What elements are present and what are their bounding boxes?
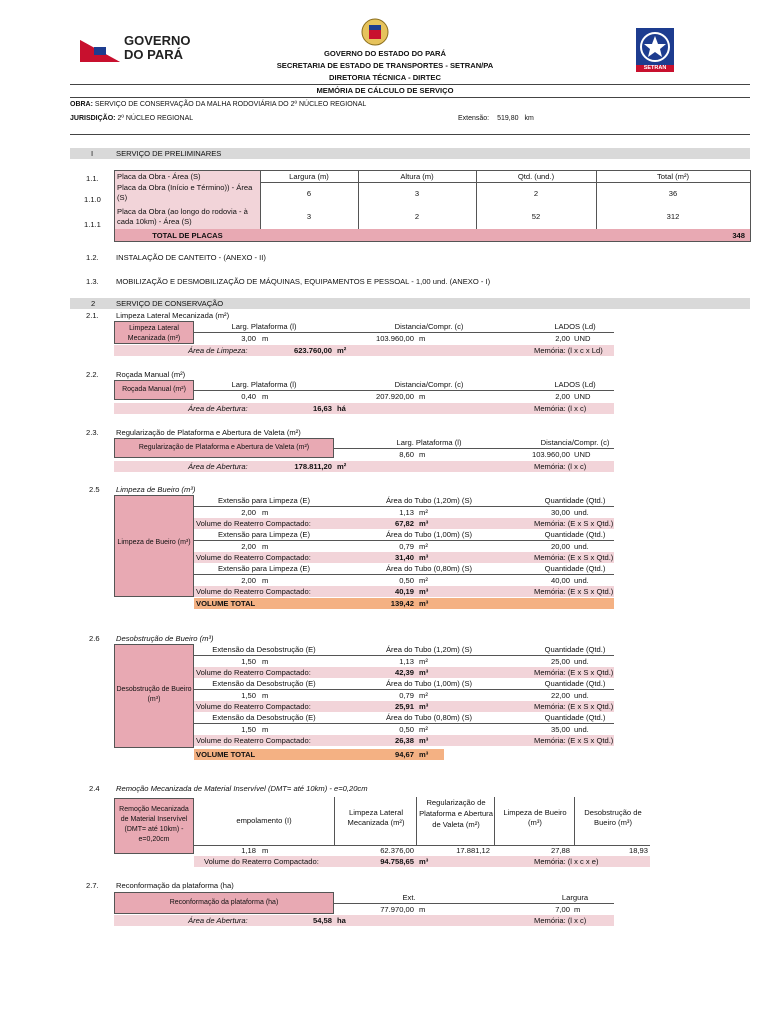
item-2-3-v1: 8,60 (399, 450, 414, 459)
item-2-6-title: Desobstrução de Bueiro (m³) (116, 634, 214, 643)
item-2-2-v2: 207.920,00 (375, 392, 414, 401)
item-2-2-box-label: Roçada Manual (m²) (122, 386, 186, 393)
obra-label: OBRA: (70, 101, 93, 108)
item-2-1-h3: LADOS (Ld) (554, 322, 596, 331)
b25-h1-1: Extensão para Limpeza (E) (217, 530, 310, 539)
item-2-5-number: 2.5 (89, 485, 100, 494)
b26-h1-1: Extensão da Desobstrução (E) (212, 679, 316, 688)
section-2-number: 2 (91, 299, 96, 308)
b25-vol-label-0: Volume do Reaterro Compactado: (196, 519, 311, 528)
b25-memoria-1: Memória: (E x S x Qtd.) (534, 553, 614, 562)
item-2-2-u3: UND (574, 392, 591, 401)
jurisdicao-value: 2º NÚCLEO REGIONAL (117, 115, 194, 122)
b26-u2-2: m² (419, 725, 428, 734)
b26-vol-unit-1: m³ (419, 702, 429, 711)
b26-vol-1: 25,91 (394, 702, 414, 711)
row3-total: 312 (666, 212, 680, 221)
b25-u2-0: m² (419, 508, 428, 517)
item-2-2-h2: Distancia/Compr. (c) (394, 380, 464, 389)
section-2-title: SERVIÇO DE CONSERVAÇÃO (116, 299, 224, 308)
item-1-2-text: INSTALAÇÃO DE CANTEITO - (ANEXO - II) (116, 253, 266, 262)
jurisdicao-label: JURISDIÇÃO: (70, 115, 116, 122)
item-2-1-area-unit: m² (337, 346, 347, 355)
b25-total-value: 139,42 (390, 599, 414, 608)
item-2-1-memoria: Memória: (l x c x Ld) (534, 346, 603, 355)
b25-vol-0: 67,82 (394, 519, 414, 528)
b26-h1-2: Extensão da Desobstrução (E) (212, 713, 316, 722)
item-2-4-vol-unit: m³ (419, 857, 429, 866)
state-seal-icon (360, 15, 390, 47)
placa-desc-1: Placa da Obra - Área (S) (117, 172, 201, 181)
item-2-4-v-emp: 1,18 (241, 846, 256, 855)
b26-u3-2: und. (574, 725, 589, 734)
item-2-3-box-label: Regularização de Plataforma e Abertura de Valeta (m²) (138, 444, 310, 451)
item-2-1-box-label: Limpeza Lateral Mecanizada (m²) (127, 325, 181, 342)
b26-memoria-1: Memória: (E x S x Qtd.) (534, 702, 614, 711)
item-2-1-u1: m (262, 334, 269, 343)
item-2-3-box (114, 438, 334, 458)
extensao-unit: km (524, 115, 534, 122)
row2-altura: 3 (414, 189, 420, 198)
item-2-3-area-value: 178.811,20 (294, 462, 332, 471)
item-2-7-v1: 77.970,00 (380, 905, 414, 914)
b25-memoria-2: Memória: (E x S x Qtd.) (534, 587, 614, 596)
b25-u1-2: m (262, 576, 269, 585)
b25-u3-0: und. (574, 508, 589, 517)
item-2-4-h-b: Regularização de Plataforma e Abertura de Valeta (m²) (419, 798, 493, 829)
row2-total: 36 (668, 189, 678, 198)
b26-v1-0: 1,50 (241, 657, 256, 666)
item-2-2-u2: m (419, 392, 426, 401)
item-2-7-title: Reconformação da plataforma (ha) (116, 881, 234, 890)
item-1-1-0-number: 1.1.0 (84, 195, 101, 204)
b25-vol-unit-1: m³ (419, 553, 429, 562)
b26-total-unit: m³ (419, 750, 429, 759)
header-gov: GOVERNO DO ESTADO DO PARÁ (323, 49, 447, 58)
b26-v2-1: 0,79 (399, 691, 414, 700)
b25-h2-0: Área do Tubo (1,20m) (S) (385, 496, 473, 505)
item-2-2-area-value: 16,63 (312, 404, 332, 413)
b26-v3-2: 35,00 (550, 725, 570, 734)
obra-value: SERVIÇO DE CONSERVAÇÃO DA MALHA RODOVIÁRIA DO 2º NÚCLEO REGIONAL (94, 101, 367, 108)
item-2-2-memoria: Memória: (l x c) (534, 404, 587, 413)
b26-v1-2: 1,50 (241, 725, 256, 734)
b25-v2-0: 1,13 (399, 508, 414, 517)
item-2-4-vol-label: Volume do Reaterro Compactado: (204, 857, 319, 866)
b25-v3-0: 30,00 (550, 508, 570, 517)
b26-v2-2: 0,50 (399, 725, 414, 734)
item-2-3-u2: UND (574, 450, 591, 459)
item-1-1-1-number: 1.1.1 (84, 220, 101, 229)
b25-u1-1: m (262, 542, 269, 551)
b26-u2-0: m² (419, 657, 428, 666)
item-2-5-title: Limpeza de Bueiro (m³) (116, 485, 196, 494)
item-1-2-number: 1.2. (86, 253, 99, 262)
item-2-7-memoria: Memória: (l x c) (534, 916, 587, 925)
b25-vol-1: 31,40 (394, 553, 414, 562)
row3-qtd: 52 (531, 212, 541, 221)
row3-altura: 2 (414, 212, 420, 221)
b25-u3-2: und. (574, 576, 589, 585)
item-1-3-text: MOBILIZAÇÃO E DESMOBILIZAÇÃO DE MÁQUINAS, EQUIPAMENTOS E PESSOAL - 1,00 und. (ANEXO - I) (116, 277, 491, 286)
item-2-1-u2: m (419, 334, 426, 343)
item-2-3-memoria: Memória: (l x c) (534, 462, 587, 471)
placa-desc-2: Placa da Obra (Início e Término)) - Área (S) (117, 183, 253, 202)
b26-v3-0: 25,00 (550, 657, 570, 666)
item-2-1-area-value: 623.760,00 (293, 346, 332, 355)
item-2-7-u2: m (574, 905, 581, 914)
item-2-3-u1: m (419, 450, 426, 459)
b26-vol-label-0: Volume do Reaterro Compactado: (196, 668, 311, 677)
b25-v3-2: 40,00 (550, 576, 570, 585)
item-1-1-number: 1.1. (86, 174, 99, 183)
item-2-2-v1: 0,40 (241, 392, 256, 401)
col-largura: Largura (m) (289, 172, 329, 181)
b26-vol-2: 26,38 (394, 736, 414, 745)
b26-total-value: 94,67 (394, 750, 414, 759)
item-2-2-number: 2.2. (86, 370, 99, 379)
item-2-4-box-label: Remoção Mecanizada de Material Inservível (DMT= até 10km) - e=0,20cm (119, 806, 189, 843)
placas-table (114, 170, 751, 242)
extensao-label: Extensão: (458, 115, 490, 122)
b25-h2-2: Área do Tubo (0,80m) (S) (385, 564, 473, 573)
jurisdicao-line (70, 115, 470, 122)
item-2-4-v-a: 62.376,00 (380, 846, 414, 855)
item-2-4-number: 2.4 (89, 784, 100, 793)
b25-vol-2: 40,19 (394, 587, 414, 596)
section-1-title: SERVIÇO DE PRELIMINARES (116, 149, 222, 158)
item-2-2-box (114, 380, 194, 400)
item-2-7-area-label: Área de Abertura: (188, 916, 248, 925)
item-2-4-vol-value: 94.758,65 (380, 857, 414, 866)
item-2-1-area-label: Área de Limpeza: (188, 346, 248, 355)
item-2-4-v-d: 18,93 (628, 846, 648, 855)
b25-h2-1: Área do Tubo (1,00m) (S) (385, 530, 473, 539)
item-2-4-u-emp: m (262, 846, 269, 855)
b25-h1-2: Extensão para Limpeza (E) (217, 564, 310, 573)
b25-v2-2: 0,50 (399, 576, 414, 585)
item-2-2-area-label: Área de Abertura: (188, 404, 248, 413)
item-2-1-number: 2.1. (86, 311, 99, 320)
item-2-4-h-a: Limpeza Lateral Mecanizada (m²) (347, 808, 405, 827)
item-2-3-number: 2.3. (86, 428, 99, 437)
b26-v1-1: 1,50 (241, 691, 256, 700)
item-2-1-v3: 2,00 (555, 334, 570, 343)
b25-h3-0: Quantidade (Qtd.) (544, 496, 606, 505)
item-2-1-v1: 3,00 (241, 334, 256, 343)
b26-u3-1: und. (574, 691, 589, 700)
b26-memoria-2: Memória: (E x S x Qtd.) (534, 736, 614, 745)
b26-h2-0: Área do Tubo (1,20m) (S) (385, 645, 473, 654)
b25-memoria-0: Memória: (E x S x Qtd.) (534, 519, 614, 528)
item-2-3-area-unit: m² (337, 462, 347, 471)
item-2-1-u3: UND (574, 334, 591, 343)
item-2-4-memoria: Memória: (l x c x e) (534, 857, 599, 866)
b25-h3-1: Quantidade (Qtd.) (544, 530, 606, 539)
b25-h1-0: Extensão para Limpeza (E) (217, 496, 310, 505)
item-2-1-v2: 103.960,00 (375, 334, 414, 343)
b26-u1-1: m (262, 691, 269, 700)
item-2-1-title: Limpeza Lateral Mecanizada (m²) (116, 311, 230, 320)
b26-total-label: VOLUME TOTAL (196, 750, 256, 759)
item-2-4-title: Remoção Mecanizada de Material Inservível (DMT= até 10km) - e=0,20cm (116, 784, 368, 793)
b26-h3-2: Quantidade (Qtd.) (544, 713, 606, 722)
col-total: Total (m²) (656, 172, 690, 181)
b25-vol-unit-0: m³ (419, 519, 429, 528)
item-2-7-h1: Ext. (402, 893, 416, 902)
item-2-2-area-unit: há (337, 404, 346, 413)
b25-total-unit: m³ (419, 599, 429, 608)
item-2-7-v2: 7,00 (555, 905, 570, 914)
b26-u1-2: m (262, 725, 269, 734)
item-2-7-area-unit: ha (337, 916, 346, 925)
b26-v2-0: 1,13 (399, 657, 414, 666)
item-2-1-box (114, 321, 194, 344)
row2-largura: 6 (306, 189, 312, 198)
b26-h2-2: Área do Tubo (0,80m) (S) (385, 713, 473, 722)
item-2-4-h-emp: empolamento (I) (236, 816, 292, 825)
b25-vol-label-2: Volume do Reaterro Compactado: (196, 587, 311, 596)
placas-total-value: 348 (732, 231, 745, 240)
obra-line (70, 101, 670, 108)
b26-v3-1: 22,00 (550, 691, 570, 700)
item-2-7-box-label: Reconformação da plataforma (ha) (169, 899, 279, 906)
item-2-4-h-c: Limpeza de Bueiro (m³) (503, 808, 567, 827)
b25-u2-1: m² (419, 542, 428, 551)
item-2-7-area-value: 54,58 (312, 916, 332, 925)
extensao-value: 519,80 (497, 115, 519, 122)
b25-u3-1: und. (574, 542, 589, 551)
b25-v2-1: 0,79 (399, 542, 414, 551)
item-2-2-h1: Larg. Plataforma (l) (231, 380, 297, 389)
extensao-line (458, 115, 658, 122)
setran-logo (636, 28, 674, 72)
b26-vol-0: 42,39 (394, 668, 414, 677)
item-2-6-number: 2.6 (89, 634, 100, 643)
section-1-number: I (91, 149, 94, 158)
b26-vol-label-1: Volume do Reaterro Compactado: (196, 702, 311, 711)
b25-total-label: VOLUME TOTAL (196, 599, 256, 608)
b25-v1-1: 2,00 (241, 542, 256, 551)
item-2-2-v3: 2,00 (555, 392, 570, 401)
item-2-3-h1: Larg. Plataforma (l) (396, 438, 462, 447)
row3-largura: 3 (306, 212, 312, 221)
item-2-2-h3: LADOS (Ld) (554, 380, 596, 389)
b25-v1-2: 2,00 (241, 576, 256, 585)
item-2-4-h-d: Desobstrução de Bueiro (m³) (584, 808, 642, 827)
header-secretaria: SECRETARIA DE ESTADO DE TRANSPORTES - SETRAN/PA (276, 61, 494, 70)
placas-total-label: TOTAL DE PLACAS (152, 231, 223, 240)
item-2-2-u1: m (262, 392, 269, 401)
b25-v3-1: 20,00 (550, 542, 570, 551)
item-2-4-box (114, 798, 194, 854)
b26-h2-1: Área do Tubo (1,00m) (S) (385, 679, 473, 688)
item-2-5-box (114, 495, 194, 597)
col-qtd: Qtd. (und.) (517, 172, 555, 181)
b25-v1-0: 2,00 (241, 508, 256, 517)
b26-vol-label-2: Volume do Reaterro Compactado: (196, 736, 311, 745)
b26-u1-0: m (262, 657, 269, 666)
b25-u2-2: m² (419, 576, 428, 585)
item-2-6-box-label: Desobstrução de Bueiro (m³) (116, 686, 192, 703)
item-2-7-number: 2.7. (86, 881, 99, 890)
item-1-3-number: 1.3. (86, 277, 99, 286)
b25-h3-2: Quantidade (Qtd.) (544, 564, 606, 573)
item-2-3-title: Regularização de Plataforma e Abertura de Valeta (m²) (116, 428, 301, 437)
item-2-6-box (114, 644, 194, 748)
b25-vol-label-1: Volume do Reaterro Compactado: (196, 553, 311, 562)
item-2-1-h2: Distancia/Compr. (c) (394, 322, 464, 331)
setran-logo-text: SETRAN (643, 65, 667, 71)
item-2-5-box-label: Limpeza de Bueiro (m³) (117, 539, 191, 546)
item-2-2-title: Roçada Manual (m²) (116, 370, 186, 379)
b25-vol-unit-2: m³ (419, 587, 429, 596)
b26-memoria-0: Memória: (E x S x Qtd.) (534, 668, 614, 677)
item-2-3-h2: Distancia/Compr. (c) (540, 438, 610, 447)
item-2-7-h2: Largura (561, 893, 589, 902)
b26-u2-1: m² (419, 691, 428, 700)
item-2-4-v-b: 17.881,12 (456, 846, 490, 855)
item-2-7-box (114, 892, 334, 914)
memoria-title: MEMÓRIA DE CÁLCULO DE SERVIÇO (316, 86, 454, 95)
b26-vol-unit-0: m³ (419, 668, 429, 677)
item-2-1-h1: Larg. Plataforma (l) (231, 322, 297, 331)
b26-vol-unit-2: m³ (419, 736, 429, 745)
item-2-4-v-c: 27,88 (550, 846, 570, 855)
b25-u1-0: m (262, 508, 269, 517)
header-diretoria: DIRETORIA TÉCNICA - DIRTEC (329, 73, 441, 82)
b26-u3-0: und. (574, 657, 589, 666)
row2-qtd: 2 (533, 189, 539, 198)
col-altura: Altura (m) (400, 172, 434, 181)
b26-h3-0: Quantidade (Qtd.) (544, 645, 606, 654)
item-2-3-area-label: Área de Abertura: (188, 462, 248, 471)
b26-h1-0: Extensão da Desobstrução (E) (212, 645, 316, 654)
placa-desc-3: Placa da Obra (ao longo do rodovia - à cada 10km) - Área (S) (117, 207, 248, 226)
b26-h3-1: Quantidade (Qtd.) (544, 679, 606, 688)
item-2-7-u1: m (419, 905, 426, 914)
item-2-3-v2: 103.960,00 (531, 450, 570, 459)
para-logo-text: GOVERNO DO PARÁ (124, 33, 191, 62)
